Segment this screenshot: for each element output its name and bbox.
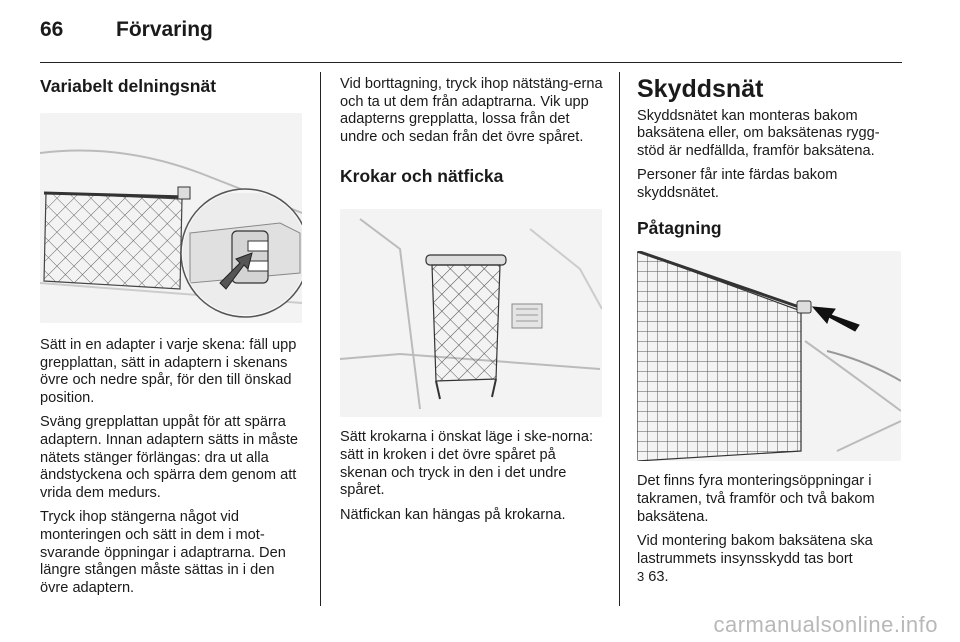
page-number: 66	[40, 18, 64, 41]
paragraph: Sätt krokarna i önskat läge i ske-norna: sätt in kroken i det övre spåret på skenan och tryck in den i det undre spåret.	[340, 429, 594, 499]
paragraph	[637, 533, 902, 587]
header-rule	[40, 62, 902, 63]
adapter-illustration	[40, 113, 302, 323]
column-divider-right	[619, 72, 620, 606]
chapter-title: Förvaring	[116, 18, 213, 41]
section-heading-hooks: Krokar och nätficka	[340, 166, 504, 187]
section-heading-variable-net: Variabelt delningsnät	[40, 76, 217, 96]
paragraph: Det finns fyra monteringsöppningar i takramen, två framför och två bakom baksätena.	[637, 473, 875, 525]
paragraph-text: Vid montering bakom baksätena ska lastrummets insynsskydd tas bort	[637, 533, 873, 567]
paragraph: Sätt in en adapter i varje skena: fäll upp grepplattan, sätt in adaptern i skenans övre och nedre spår, för den till önskad position.	[40, 337, 297, 406]
safety-net-illustration	[637, 251, 901, 461]
page-header	[40, 18, 902, 60]
paragraph: Personer får inte färdas bakom skyddsnätet.	[637, 167, 838, 201]
column-2	[340, 76, 604, 524]
column-1	[40, 76, 304, 597]
watermark: carmanualsonline.info	[713, 612, 938, 637]
paragraph: Sväng grepplattan uppåt för att spärra adaptern. Innan adaptern sätts in måste nätets stänger förlängas: dra ut alla ändstyckena och spärra dem genom att vrida dem medurs.	[40, 414, 298, 501]
section-heading-fitting: Påtagning	[637, 218, 722, 239]
column-3	[637, 76, 902, 587]
paragraph: Tryck ihop stängerna något vid monteringen och sätt in dem i mot-svarande öppningar i adaptrarna. Den längre stången måste sättas in i den övre adaptern.	[40, 509, 286, 596]
page-reference[interactable]: 63.	[648, 569, 669, 586]
page-reference-icon: 3	[637, 569, 645, 585]
page-footer	[0, 610, 960, 642]
column-divider-left	[320, 72, 321, 606]
paragraph: Skyddsnätet kan monteras bakom baksätena eller, om baksätenas rygg-stöd är nedfällda, framför baksätena.	[637, 107, 880, 159]
paragraph: Vid borttagning, tryck ihop nätstäng-erna och ta ut dem från adaptrarna. Vik upp adapterns grepplatta, lossa från det undre och sedan från det övre spåret.	[340, 76, 603, 145]
section-title-safety-net: Skyddsnät	[637, 75, 764, 103]
net-pocket-illustration	[340, 209, 602, 417]
paragraph: Nätfickan kan hängas på krokarna.	[340, 506, 566, 523]
